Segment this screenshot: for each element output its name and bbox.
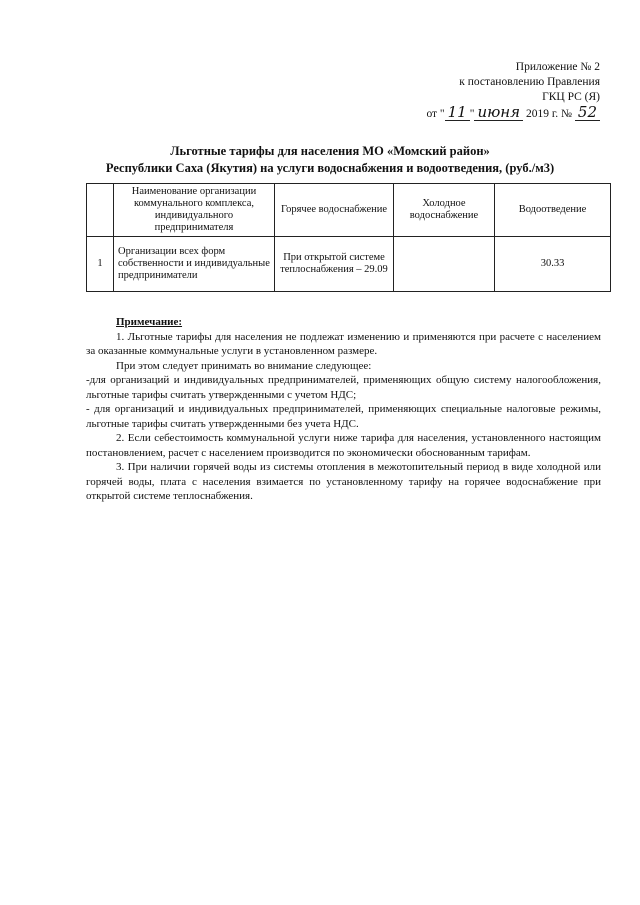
- header-num: [87, 184, 114, 237]
- title-line-2: Республики Саха (Якутия) на услуги водоснабжения и водоотведения, (руб./м3): [105, 161, 555, 175]
- agency-name: ГКЦ РС (Я): [542, 91, 600, 103]
- row-drainage: 30.33: [495, 237, 611, 292]
- row-num: 1: [87, 237, 114, 292]
- notes-section: [86, 315, 601, 504]
- date-year: 2019 г. №: [526, 108, 573, 120]
- date-month-handwritten: июня: [474, 105, 523, 121]
- resolution-ref: к постановлению Правления: [459, 76, 600, 88]
- tariff-table: [86, 183, 611, 292]
- note-paragraph-3: -для организаций и индивидуальных предпринимателей, применяющих общую систему налогообложения, льготные тарифы считать утвержденными с учетом НДС;: [86, 374, 601, 401]
- date-line: [340, 105, 600, 122]
- appendix-header: [340, 60, 600, 122]
- appendix-number: Приложение № 2: [515, 61, 600, 73]
- table-row: [87, 237, 611, 292]
- date-day-handwritten: 11: [445, 105, 470, 121]
- notes-heading: Примечание:: [116, 316, 183, 328]
- document-title: [60, 143, 600, 177]
- note-paragraph-5: 2. Если себестоимость коммунальной услуги ниже тарифа для населения, установленного настоящим постановлением, расчет с населением производится по экономически обоснованным тарифам.: [86, 432, 601, 459]
- table-header-row: [87, 184, 611, 237]
- header-hot-water: Горячее водоснабжение: [275, 184, 394, 237]
- header-cold-water: Холодное водоснабжение: [394, 184, 495, 237]
- row-cold-water: [394, 237, 495, 292]
- note-paragraph-2: При этом следует принимать во внимание следующее:: [116, 359, 372, 372]
- date-prefix: от ": [426, 108, 445, 120]
- resolution-number-handwritten: 52: [575, 105, 600, 121]
- note-paragraph-1: 1. Льготные тарифы для населения не подлежат изменению и применяются при расчете с населением за оказанные коммунальные услуги в установленном размере.: [86, 330, 601, 357]
- header-drainage: Водоотведение: [495, 184, 611, 237]
- header-org-name: Наименование организации коммунального комплекса, индивидуального предпринимателя: [114, 184, 275, 237]
- date-mid: ": [469, 108, 475, 120]
- row-org-name: Организации всех форм собственности и индивидуальные предприниматели: [114, 237, 275, 292]
- note-paragraph-4: - для организаций и индивидуальных предпринимателей, применяющих специальные налоговые режимы, льготные тарифы считать утвержденными без учета НДС.: [86, 403, 601, 430]
- row-hot-water: При открытой системе теплоснабжения – 29.09: [275, 237, 394, 292]
- title-line-1: Льготные тарифы для населения МО «Момский район»: [170, 144, 490, 158]
- note-paragraph-6: 3. При наличии горячей воды из системы отопления в межотопительный период в виде холодной или горячей воды, плата с населения взимается по установленному тарифу на горячее водоснабжение при открытой системе теплоснабжения.: [86, 461, 601, 502]
